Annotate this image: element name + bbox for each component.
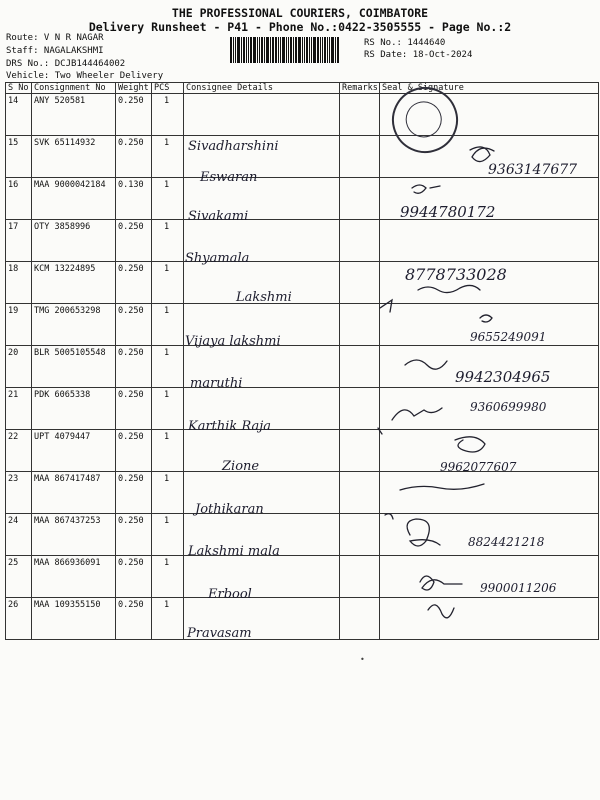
row-consignment-no: PDK 6065338 bbox=[32, 388, 116, 430]
recipient-phone: 8778733028 bbox=[405, 265, 507, 284]
row-sno: 23 bbox=[6, 472, 32, 514]
consignee-name: Eswaran bbox=[200, 170, 258, 185]
consignee-name: Lakshmi mala bbox=[188, 544, 280, 559]
row-consignment-no: MAA 9000042184 bbox=[32, 178, 116, 220]
row-sno: 16 bbox=[6, 178, 32, 220]
row-sno: 19 bbox=[6, 304, 32, 346]
row-consignment-no: SVK 65114932 bbox=[32, 136, 116, 178]
row-weight: 0.250 bbox=[116, 598, 152, 640]
consignee-name: Sivadharshini bbox=[188, 139, 279, 154]
rs-date: RS Date: 18-Oct-2024 bbox=[364, 50, 473, 60]
company-title: THE PROFESSIONAL COURIERS, COIMBATORE bbox=[171, 6, 429, 20]
row-weight: 0.250 bbox=[116, 262, 152, 304]
recipient-phone: 9962077607 bbox=[440, 460, 517, 474]
row-pcs: 1 bbox=[152, 220, 184, 262]
row-consignment-no: MAA 867417487 bbox=[32, 472, 116, 514]
row-weight: 0.130 bbox=[116, 178, 152, 220]
consignee-name: Lakshmi bbox=[236, 290, 292, 305]
row-sno: 21 bbox=[6, 388, 32, 430]
row-consignment-no: MAA 866936091 bbox=[32, 556, 116, 598]
staff-label: Staff: NAGALAKSHMI bbox=[6, 46, 104, 56]
header-remarks: Remarks bbox=[340, 83, 380, 94]
row-pcs: 1 bbox=[152, 556, 184, 598]
row-consignment-no: MAA 109355150 bbox=[32, 598, 116, 640]
header-consignment: Consignment No bbox=[32, 83, 116, 94]
row-weight: 0.250 bbox=[116, 556, 152, 598]
row-sno: 14 bbox=[6, 94, 32, 136]
row-pcs: 1 bbox=[152, 304, 184, 346]
consignee-name: Zione bbox=[222, 459, 260, 474]
recipient-phone: 9944780172 bbox=[400, 203, 496, 221]
consignee-name: Erbool bbox=[208, 587, 252, 602]
recipient-phone: 9360699980 bbox=[470, 400, 547, 414]
header-consignee: Consignee Details bbox=[184, 83, 340, 94]
row-weight: 0.250 bbox=[116, 94, 152, 136]
row-weight: 0.250 bbox=[116, 514, 152, 556]
row-weight: 0.250 bbox=[116, 304, 152, 346]
recipient-phone: 9900011206 bbox=[480, 581, 557, 595]
header-sno: S No bbox=[6, 83, 32, 94]
row-consignment-no: MAA 867437253 bbox=[32, 514, 116, 556]
row-sno: 24 bbox=[6, 514, 32, 556]
row-pcs: 1 bbox=[152, 262, 184, 304]
consignee-name: Jothikaran bbox=[195, 502, 264, 517]
recipient-phone: 9655249091 bbox=[470, 330, 547, 344]
row-sno: 26 bbox=[6, 598, 32, 640]
consignee-name: Vijaya lakshmi bbox=[185, 334, 281, 349]
row-weight: 0.250 bbox=[116, 136, 152, 178]
row-pcs: 1 bbox=[152, 346, 184, 388]
row-sno: 17 bbox=[6, 220, 32, 262]
row-pcs: 1 bbox=[152, 136, 184, 178]
row-sno: 20 bbox=[6, 346, 32, 388]
row-pcs: 1 bbox=[152, 598, 184, 640]
runsheet-subtitle: Delivery Runsheet - P41 - Phone No.:0422-3505555 - Page No.:2 bbox=[88, 20, 512, 34]
row-weight: 0.250 bbox=[116, 346, 152, 388]
row-weight: 0.250 bbox=[116, 388, 152, 430]
consignee-name: maruthi bbox=[190, 376, 243, 391]
recipient-phone: 9363147677 bbox=[488, 162, 578, 178]
row-pcs: 1 bbox=[152, 430, 184, 472]
row-weight: 0.250 bbox=[116, 220, 152, 262]
route-label: Route: V N R NAGAR bbox=[6, 33, 104, 43]
consignee-name: Shyamala bbox=[185, 251, 250, 266]
row-pcs: 1 bbox=[152, 472, 184, 514]
row-sno: 15 bbox=[6, 136, 32, 178]
header-pcs: PCS bbox=[152, 83, 184, 94]
consignee-name: Karthik Raja bbox=[188, 419, 272, 434]
row-weight: 0.250 bbox=[116, 472, 152, 514]
row-consignment-no: OTY 3858996 bbox=[32, 220, 116, 262]
rs-number: RS No.: 1444640 bbox=[364, 38, 446, 48]
row-pcs: 1 bbox=[152, 94, 184, 136]
header-weight: Weight bbox=[116, 83, 152, 94]
row-pcs: 1 bbox=[152, 514, 184, 556]
row-consignment-no: BLR 5005105548 bbox=[32, 346, 116, 388]
header-signature: Seal & Signature bbox=[380, 83, 599, 94]
consignee-name: Sivakami bbox=[188, 209, 249, 224]
row-consignment-no: KCM 13224895 bbox=[32, 262, 116, 304]
row-sno: 25 bbox=[6, 556, 32, 598]
consignee-name: Pravasam bbox=[187, 626, 252, 641]
recipient-phone: 9942304965 bbox=[455, 368, 551, 386]
drs-number: DRS No.: DCJB144464002 bbox=[6, 59, 126, 69]
row-consignment-no: ANY 520581 bbox=[32, 94, 116, 136]
row-pcs: 1 bbox=[152, 388, 184, 430]
recipient-phone: 8824421218 bbox=[468, 535, 545, 549]
row-consignment-no: UPT 4079447 bbox=[32, 430, 116, 472]
row-pcs: 1 bbox=[152, 178, 184, 220]
vehicle-label: Vehicle: Two Wheeler Delivery bbox=[6, 71, 164, 81]
page-mark: • bbox=[360, 655, 365, 664]
row-weight: 0.250 bbox=[116, 430, 152, 472]
row-sno: 22 bbox=[6, 430, 32, 472]
row-consignment-no: TMG 200653298 bbox=[32, 304, 116, 346]
row-sno: 18 bbox=[6, 262, 32, 304]
